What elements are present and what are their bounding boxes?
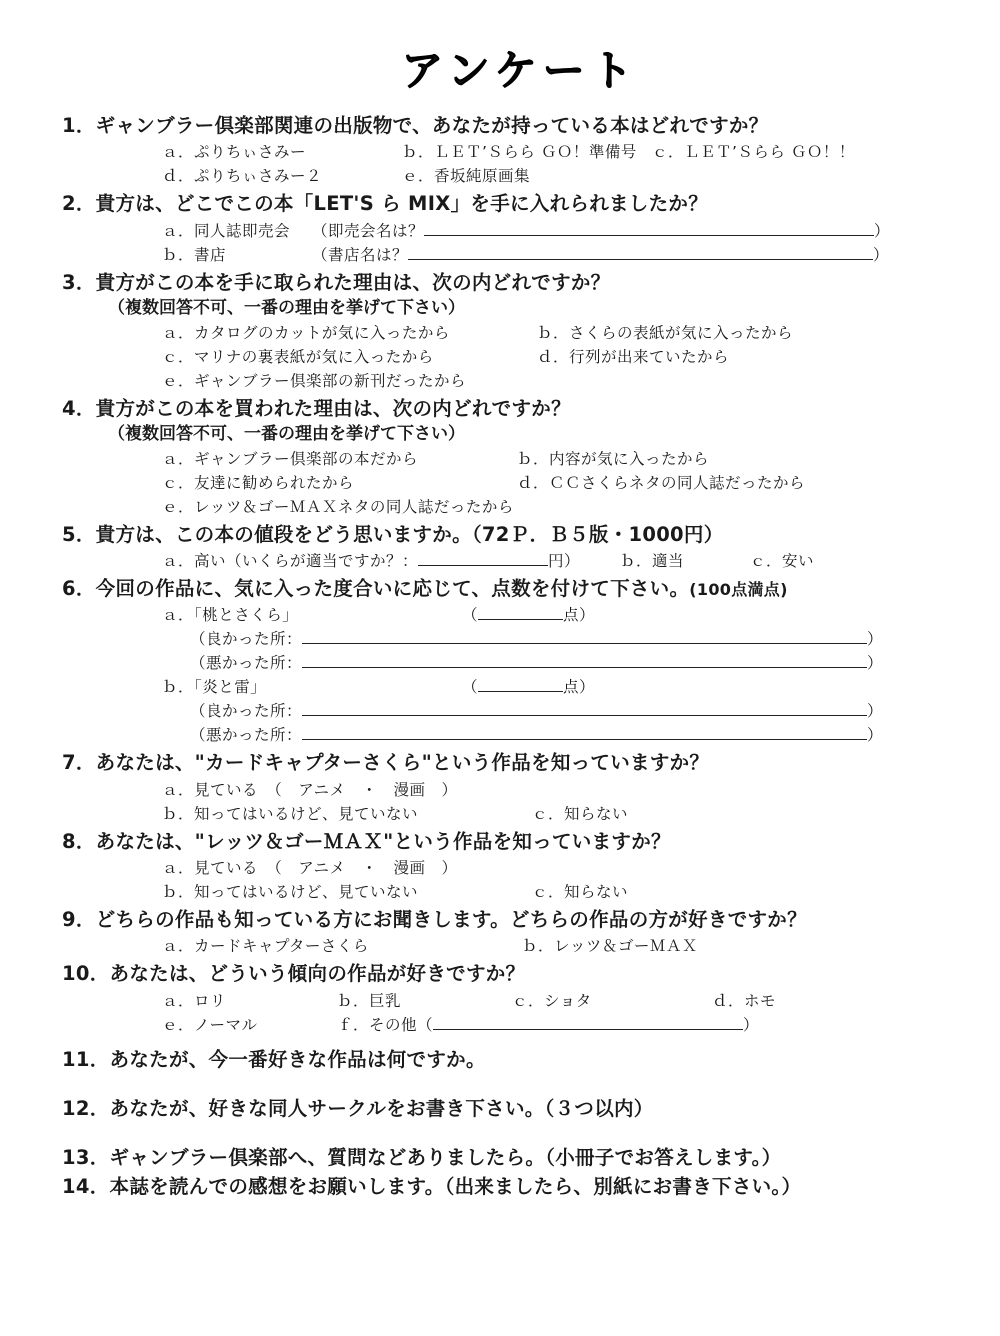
question-7-text: あなたは、"カードキャプターさくら"という作品を知っていますか？: [95, 751, 710, 775]
question-3: [62, 269, 942, 393]
question-12-number: 12．: [62, 1096, 110, 1120]
question-1-heading: [62, 112, 942, 140]
question-8-heading: [62, 828, 942, 856]
question-13: [62, 1143, 942, 1172]
question-3-heading: [62, 269, 942, 297]
option-row: [162, 345, 942, 369]
question-6-heading: [62, 575, 942, 603]
close-paren: ）: [867, 630, 884, 649]
question-9-number: 9．: [62, 908, 96, 932]
question-7-heading: [62, 749, 942, 777]
work-a-bad-input[interactable]: [302, 652, 867, 669]
option-e[interactable]: ｅ．ギャンブラー倶楽部の新刊だったから: [162, 371, 467, 390]
work-b-bad-label: （悪かった所：: [190, 726, 303, 745]
question-8: [62, 828, 942, 904]
question-2-text: 貴方は、どこでこの本「LET'S ら MIX」を手に入れられましたか？: [95, 192, 709, 216]
option-row: [162, 164, 942, 188]
question-2: [62, 190, 942, 266]
question-1-number: 1．: [62, 114, 96, 137]
option-a-expensive[interactable]: ａ．高い（いくらが適当ですか？：: [162, 552, 419, 571]
question-7-number: 7．: [62, 751, 96, 775]
question-11-number: 11．: [62, 1047, 110, 1071]
work-b-score-input[interactable]: [478, 676, 563, 693]
question-4-subtext: （複数回答不可、一番の理由を挙げて下さい）: [108, 423, 465, 444]
option-d[interactable]: ｄ．行列が出来ていたから: [537, 347, 730, 366]
option-a[interactable]: ａ．カードキャプターさくら: [162, 937, 369, 956]
option-e-normal[interactable]: ｅ．ノーマル: [162, 1015, 258, 1034]
option-row: [162, 989, 942, 1013]
question-14-text: 本誌を読んでの感想をお願いします。（出来ましたら、別紙にお書き下さい。）: [109, 1175, 802, 1199]
question-6-works: [162, 603, 942, 747]
question-10: [62, 960, 942, 1036]
question-6-text: 今回の作品に、気に入った度合いに応じて、点数を付けて下さい。: [95, 577, 690, 601]
work-a-good-row: [162, 627, 942, 651]
question-9: [62, 906, 942, 958]
option-a[interactable]: ａ．カタログのカットが気に入ったから: [162, 323, 450, 342]
question-1-options: [162, 140, 942, 188]
option-row: [162, 321, 942, 345]
page-title: アンケート: [401, 46, 639, 95]
question-4-text: 貴方がこの本を買われた理由は、次の内どれですか？: [95, 396, 571, 420]
question-2-fields: [162, 219, 942, 267]
option-f-other-input[interactable]: [433, 1013, 743, 1030]
work-a-row: [162, 603, 942, 627]
work-b-good-label: （良かった所：: [190, 702, 303, 721]
question-3-options: [162, 321, 942, 393]
question-13-text: ギャンブラー倶楽部へ、質問などありましたら。（小冊子でお答えします。）: [109, 1146, 782, 1170]
option-c[interactable]: ｃ．ショタ: [512, 991, 592, 1010]
option-e[interactable]: ｅ．香坂純原画集: [402, 167, 531, 186]
score-open: （: [462, 678, 479, 697]
question-4: [62, 395, 942, 519]
option-b-fair[interactable]: ｂ．適当: [620, 552, 685, 571]
question-7: [62, 749, 942, 825]
question-12-text: あなたが、好きな同人サークルをお書き下さい。（３つ以内）: [109, 1096, 654, 1120]
question-5-number: 5．: [62, 522, 96, 546]
option-e[interactable]: ｅ．レッツ＆ゴーＭＡＸネタの同人誌だったから: [162, 497, 514, 516]
question-6-note: (100点満点): [689, 580, 788, 600]
option-row: [162, 447, 942, 471]
field-prompt: （書店名は？: [312, 245, 409, 264]
field-row: [162, 219, 942, 243]
work-b-row: [162, 675, 942, 699]
option-row: [162, 471, 942, 495]
work-a-good-label: （良かった所：: [190, 630, 303, 649]
option-f-other-label[interactable]: ｆ．その他（: [337, 1015, 434, 1034]
question-14: [62, 1172, 942, 1201]
question-4-options: [162, 447, 942, 519]
work-a-bad-label: （悪かった所：: [190, 654, 303, 673]
question-10-number: 10．: [62, 962, 110, 986]
price-input[interactable]: [418, 550, 548, 567]
score-open: （: [462, 606, 479, 625]
option-a[interactable]: ａ．ぷりちぃさみー: [162, 143, 307, 162]
question-8-options: [162, 856, 942, 904]
option-c-cheap[interactable]: ｃ．安い: [750, 552, 815, 571]
field-prompt: （即売会名は？: [312, 221, 425, 240]
option-d[interactable]: ｄ．ホモ: [712, 991, 777, 1010]
question-3-subtext: （複数回答不可、一番の理由を挙げて下さい）: [108, 297, 465, 318]
question-2-heading: [62, 190, 942, 218]
question-14-number: 14．: [62, 1175, 110, 1199]
option-c[interactable]: ｃ．知らない: [532, 883, 629, 902]
score-unit: 点）: [563, 678, 596, 697]
question-9-heading: [62, 906, 942, 934]
question-11: [62, 1045, 942, 1074]
option-b[interactable]: ｂ．知ってはいるけど、見ていない: [162, 883, 419, 902]
question-10-options: [162, 989, 942, 1037]
question-12-answer-area[interactable]: [62, 1123, 942, 1143]
option-a[interactable]: ａ．同人誌即売会: [162, 221, 291, 240]
option-row: [162, 802, 942, 826]
work-b-good-input[interactable]: [302, 700, 867, 717]
question-5: [62, 521, 942, 573]
close-paren: ）: [743, 1015, 760, 1034]
option-a[interactable]: ａ．見ている （ アニメ ・ 漫画 ）: [162, 859, 458, 878]
question-5-text: 貴方は、この本の値段をどう思いますか。（72Ｐ．Ｂ５版・1000円）: [95, 522, 724, 546]
close-paren: ）: [867, 726, 884, 745]
option-c[interactable]: ｃ．ＬＥＴ’Ｓらら ＧＯ！！: [652, 143, 855, 162]
option-a[interactable]: ａ．見ている （ アニメ ・ 漫画 ）: [162, 780, 458, 799]
question-6: [62, 575, 942, 747]
option-row: [162, 880, 942, 904]
question-13-number: 13．: [62, 1146, 110, 1170]
question-1-text: ギャンブラー倶楽部関連の出版物で、あなたが持っている本はどれですか？: [95, 114, 769, 137]
question-4-number: 4．: [62, 396, 96, 420]
question-8-number: 8．: [62, 829, 96, 853]
option-a[interactable]: ａ．ロリ: [162, 991, 227, 1010]
option-b[interactable]: ｂ．ＬＥＴ’Ｓらら ＧＯ！準備号: [402, 143, 637, 162]
question-4-heading: [62, 395, 942, 423]
work-b-bad-input[interactable]: [302, 724, 867, 741]
option-b[interactable]: ｂ．内容が気に入ったから: [517, 449, 710, 468]
question-12: [62, 1094, 942, 1123]
question-2-number: 2．: [62, 192, 96, 216]
work-b-bad-row: [162, 723, 942, 747]
option-a[interactable]: ａ．ギャンブラー倶楽部の本だから: [162, 449, 419, 468]
question-7-options: [162, 778, 942, 826]
option-d[interactable]: ｄ．ＣＣさくらネタの同人誌だったから: [517, 473, 806, 492]
close-paren: ）: [867, 654, 884, 673]
work-b-label[interactable]: ｂ．「炎と雷」: [162, 678, 267, 697]
option-row: [162, 140, 942, 164]
question-9-text: どちらの作品も知っている方にお聞きします。どちらの作品の方が好きですか？: [95, 908, 807, 932]
option-b[interactable]: ｂ．知ってはいるけど、見ていない: [162, 804, 419, 823]
field-close: ）: [874, 221, 891, 240]
option-b[interactable]: ｂ．巨乳: [337, 991, 402, 1010]
work-a-good-input[interactable]: [302, 628, 867, 645]
question-6-number: 6．: [62, 577, 96, 601]
option-c[interactable]: ｃ．知らない: [532, 804, 629, 823]
option-b[interactable]: ｂ．レッツ＆ゴーＭＡＸ: [522, 937, 698, 956]
question-8-text: あなたは、"レッツ＆ゴーＭＡＸ"という作品を知っていますか？: [95, 829, 671, 853]
question-11-text: あなたが、今一番好きな作品は何ですか。: [109, 1047, 486, 1071]
question-5-heading: [62, 521, 942, 549]
question-1: [62, 112, 942, 188]
option-row: [162, 549, 942, 573]
price-unit: 円）: [548, 552, 581, 571]
option-row: [162, 856, 942, 880]
option-c[interactable]: ｃ．友達に勧められたから: [162, 473, 355, 492]
question-5-options: [162, 549, 942, 573]
score-unit: 点）: [563, 606, 596, 625]
option-b[interactable]: ｂ．書店: [162, 245, 227, 264]
question-list: [0, 112, 1000, 1202]
answer-input-store[interactable]: [408, 243, 873, 260]
work-a-bad-row: [162, 651, 942, 675]
question-9-options: [162, 934, 942, 958]
field-close: ）: [873, 245, 890, 264]
question-11-answer-area[interactable]: [62, 1074, 942, 1094]
question-3-text: 貴方がこの本を手に取られた理由は、次の内どれですか？: [95, 270, 611, 294]
option-b[interactable]: ｂ．さくらの表紙が気に入ったから: [537, 323, 794, 342]
question-3-number: 3．: [62, 270, 96, 294]
option-row: [162, 1013, 942, 1037]
option-row: [162, 778, 942, 802]
field-row: [162, 243, 942, 267]
question-10-heading: [62, 960, 942, 988]
option-row: [162, 495, 942, 519]
answer-input-venue[interactable]: [424, 219, 874, 236]
option-row: [162, 369, 942, 393]
option-d[interactable]: ｄ．ぷりちぃさみー２: [162, 167, 323, 186]
close-paren: ）: [867, 702, 884, 721]
work-b-good-row: [162, 699, 942, 723]
option-c[interactable]: ｃ．マリナの裏表紙が気に入ったから: [162, 347, 434, 366]
question-10-text: あなたは、どういう傾向の作品が好きですか？: [109, 962, 526, 986]
work-a-label[interactable]: ａ．「桃とさくら」: [162, 606, 299, 625]
option-row: [162, 934, 942, 958]
work-a-score-input[interactable]: [478, 604, 563, 621]
